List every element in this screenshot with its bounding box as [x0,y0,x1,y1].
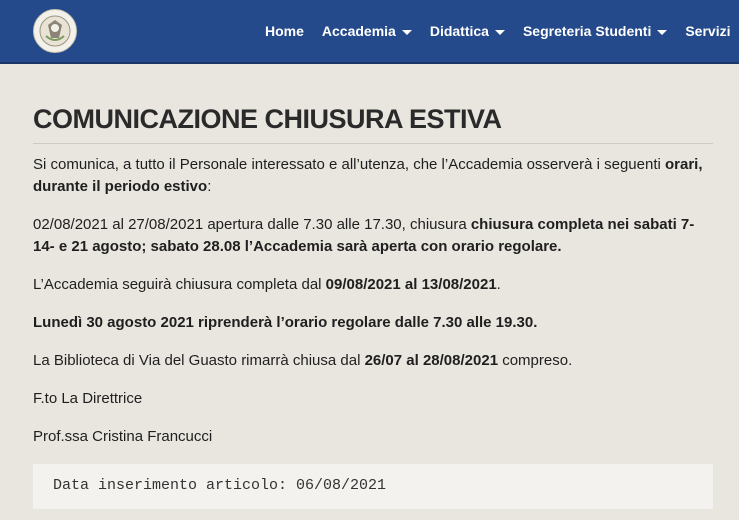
paragraph-bold: 26/07 al 28/08/2021 [364,352,499,369]
paragraph-text: La Biblioteca di Via del Guasto rimarrà chiusa dal [33,352,365,369]
paragraph-tail: : [207,178,212,195]
nav-item-accademia[interactable] [322,23,412,39]
paragraph-bold: chiusura completa nei sabati 7-14- e 21 agosto; sabato 28.08 l’Accademia sarà aperta con orario regolare. [33,216,695,255]
article-date-box [33,464,713,509]
paragraph-opening-hours [33,214,713,258]
page-title: COMUNICAZIONE CHIUSURA ESTIVA [33,104,713,144]
nav-item-label: Servizi [685,23,731,39]
nav-item-home[interactable] [265,23,304,39]
paragraph-reopening [33,312,713,334]
logo-emblem-icon[interactable] [33,9,77,53]
signature-line: F.to La Direttrice [33,390,143,407]
paragraph-tail: compreso. [498,352,573,369]
signature-name: Prof.ssa Cristina Francucci [33,428,213,445]
nav-item-label: Accademia [321,23,396,39]
paragraph-text: 02/08/2021 al 27/08/2021 apertura dalle 7.30 alle 17.30, chiusura [33,216,471,233]
nav-item-label: Didattica [429,23,489,39]
paragraph-tail: . [496,276,501,293]
nav-item-label: Home [265,23,304,39]
nav-item-segreteria-studenti[interactable] [523,23,667,39]
nav-item-servizi[interactable] [685,23,730,39]
paragraph-full-closure [33,274,713,296]
chevron-down-icon [495,30,505,35]
top-navigation-bar [0,0,739,64]
nav-item-didattica[interactable] [430,23,505,39]
nav-item-label: Segreteria Studenti [522,23,652,39]
article-date-label: Data inserimento articolo: 06/08/2021 [53,477,387,494]
main-menu [265,0,739,62]
chevron-down-icon [657,30,667,35]
paragraph-bold: Lunedì 30 agosto 2021 riprenderà l’orario regolare dalle 7.30 alle 19.30. [33,314,538,331]
paragraph-text: L’Accademia seguirà chiusura completa dal [33,276,326,293]
paragraph-bold: orari, durante il periodo estivo [33,156,703,195]
chevron-down-icon [402,30,412,35]
paragraph-intro [33,154,713,198]
article-content [33,104,713,509]
paragraph-library [33,350,713,372]
paragraph-text: Si comunica, a tutto il Personale interessato e all’utenza, che l’Accademia osserverà i seguenti [33,156,665,173]
paragraph-bold: 09/08/2021 al 13/08/2021 [325,276,497,293]
